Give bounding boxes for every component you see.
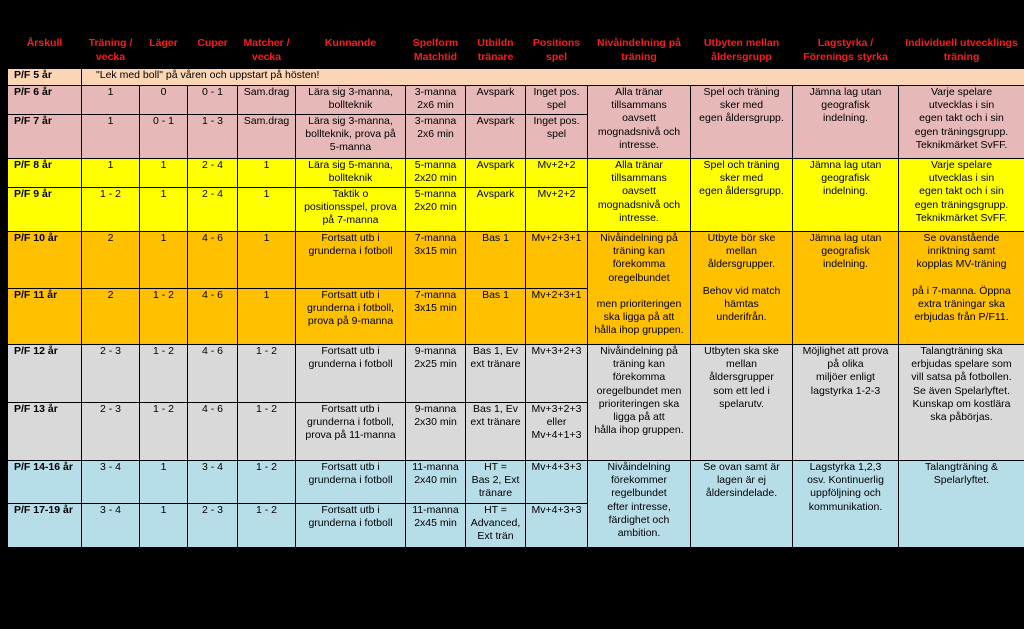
matches-cell: 1: [238, 232, 296, 289]
year-cell: P/F 11 år: [8, 289, 82, 345]
skills-cell: Lära sig 3-manna, bollteknik: [296, 86, 406, 115]
header-exchange: Utbyten mellan åldersgrupp: [691, 34, 793, 69]
individual-cell: Varje spelare utvecklas i sin egen takt och i sin egen träningsgrupp. Teknikmärket SvFF.: [899, 86, 1024, 159]
table-row: [8, 461, 1024, 504]
exchange-cell: Se ovan samt är lagen är ej åldersindelade.: [691, 461, 793, 548]
camp-cell: 1 - 2: [140, 289, 188, 345]
position-cell: Inget pos. spel: [526, 115, 588, 159]
format-cell: 7-manna 3x15 min: [406, 289, 466, 345]
format-cell: 5-manna 2x20 min: [406, 188, 466, 232]
table-row: [8, 345, 1024, 403]
individual-cell: Talangträning & Spelarlyftet.: [899, 461, 1024, 548]
table-row: [8, 232, 1024, 289]
strength-cell: Möjlighet att prova på olika miljöer enligt lagstyrka 1-2-3: [793, 345, 899, 461]
cups-cell: 4 - 6: [188, 232, 238, 289]
exchange-cell: Spel och träning sker med egen åldersgrupp.: [691, 86, 793, 159]
individual-cell: Se ovanstående inriktning samt kopplas MV-träning på i 7-manna. Öppna extra träningar ska erbjudas från P/F11.: [899, 232, 1024, 345]
strength-cell: Jämna lag utan geografisk indelning.: [793, 159, 899, 232]
header-row: [8, 34, 1024, 69]
year-cell: P/F 8 år: [8, 159, 82, 188]
header-position: Positions spel: [526, 34, 588, 69]
strength-cell: Lagstyrka 1,2,3 osv. Kontinuerlig uppföljning och kommunikation.: [793, 461, 899, 548]
year-cell: P/F 10 år: [8, 232, 82, 289]
format-cell: 3-manna 2x6 min: [406, 115, 466, 159]
header-matches: Matcher / vecka: [238, 34, 296, 69]
position-cell: Inget pos. spel: [526, 86, 588, 115]
skills-cell: Fortsatt utb i grunderna i fotboll: [296, 504, 406, 548]
coach-cell: Bas 1: [466, 232, 526, 289]
skills-cell: Fortsatt utb i grunderna i fotboll: [296, 461, 406, 504]
header-level: Nivåindelning på träning: [588, 34, 691, 69]
training-cell: 2 - 3: [82, 403, 140, 461]
training-cell: 2: [82, 289, 140, 345]
exchange-cell: Spel och träning sker med egen åldersgrupp.: [691, 159, 793, 232]
matches-cell: Sam.drag: [238, 86, 296, 115]
header-individual: Individuell utvecklings träning: [899, 34, 1024, 69]
level-cell: Alla tränar tillsammans oavsett mognadsnivå och intresse.: [588, 159, 691, 232]
header-training: Träning / vecka: [82, 34, 140, 69]
camp-cell: 1 - 2: [140, 403, 188, 461]
coach-cell: Bas 1, Ev ext tränare: [466, 345, 526, 403]
player-development-table: [7, 33, 1024, 548]
exchange-cell: Utbyte bör ske mellan åldersgrupper. Behov vid match hämtas underifrån.: [691, 232, 793, 345]
format-cell: 9-manna 2x30 min: [406, 403, 466, 461]
coach-cell: HT = Advanced, Ext trän: [466, 504, 526, 548]
matches-cell: 1 - 2: [238, 345, 296, 403]
header-camp: Läger: [140, 34, 188, 69]
training-cell: 1 - 2: [82, 188, 140, 232]
format-cell: 7-manna 3x15 min: [406, 232, 466, 289]
exchange-cell: Utbyten ska ske mellan åldersgrupper som ett led i spelarutv.: [691, 345, 793, 461]
skills-cell: Fortsatt utb i grunderna i fotboll: [296, 232, 406, 289]
year-cell: P/F 12 år: [8, 345, 82, 403]
cups-cell: 4 - 6: [188, 403, 238, 461]
coach-cell: HT = Bas 2, Ext tränare: [466, 461, 526, 504]
cups-cell: 2 - 3: [188, 504, 238, 548]
training-cell: 1: [82, 115, 140, 159]
matches-cell: 1 - 2: [238, 504, 296, 548]
year-cell: P/F 14-16 år: [8, 461, 82, 504]
matches-cell: 1 - 2: [238, 403, 296, 461]
header-year: Årskull: [8, 34, 82, 69]
training-cell: 2 - 3: [82, 345, 140, 403]
coach-cell: Bas 1, Ev ext tränare: [466, 403, 526, 461]
row-5: [8, 69, 1024, 86]
training-cell: 1: [82, 86, 140, 115]
matches-cell: 1: [238, 159, 296, 188]
strength-cell: Jämna lag utan geografisk indelning.: [793, 232, 899, 345]
position-cell: Mv+2+3+1: [526, 232, 588, 289]
training-cell: 1: [82, 159, 140, 188]
level-cell: Nivåindelning på träning kan förekomma oregelbundet men prioriteringen ska ligga på att hålla ihop gruppen.: [588, 345, 691, 461]
table-row: [8, 159, 1024, 188]
coach-cell: Avspark: [466, 115, 526, 159]
skills-cell: Lära sig 3-manna, bollteknik, prova på 5-manna: [296, 115, 406, 159]
position-cell: Mv+2+3+1: [526, 289, 588, 345]
camp-cell: 1: [140, 461, 188, 504]
cups-cell: 2 - 4: [188, 159, 238, 188]
year-cell: P/F 9 år: [8, 188, 82, 232]
cups-cell: 4 - 6: [188, 345, 238, 403]
level-cell: Nivåindelning förekommer regelbundet efter intresse, färdighet och ambition.: [588, 461, 691, 548]
individual-cell: Varje spelare utvecklas i sin egen takt och i sin egen träningsgrupp. Teknikmärket SvFF.: [899, 159, 1024, 232]
training-cell: 3 - 4: [82, 504, 140, 548]
cups-cell: 0 - 1: [188, 86, 238, 115]
table-row: [8, 86, 1024, 115]
position-cell: Mv+2+2: [526, 188, 588, 232]
matches-cell: 1 - 2: [238, 461, 296, 504]
skills-cell: Fortsatt utb i grunderna i fotboll, prova på 9-manna: [296, 289, 406, 345]
position-cell: Mv+2+2: [526, 159, 588, 188]
cups-cell: 2 - 4: [188, 188, 238, 232]
camp-cell: 1: [140, 232, 188, 289]
strength-cell: Jämna lag utan geografisk indelning.: [793, 86, 899, 159]
row-5-note: "Lek med boll" på våren och uppstart på hösten!: [82, 69, 1024, 86]
camp-cell: 1: [140, 504, 188, 548]
coach-cell: Avspark: [466, 159, 526, 188]
skills-cell: Fortsatt utb i grunderna i fotboll, prova på 11-manna: [296, 403, 406, 461]
position-cell: Mv+4+3+3: [526, 504, 588, 548]
year-cell: P/F 6 år: [8, 86, 82, 115]
format-cell: 11-manna 2x40 min: [406, 461, 466, 504]
year-cell: P/F 5 år: [8, 69, 82, 86]
matches-cell: Sam.drag: [238, 115, 296, 159]
coach-cell: Bas 1: [466, 289, 526, 345]
cups-cell: 4 - 6: [188, 289, 238, 345]
camp-cell: 1: [140, 159, 188, 188]
header-skills: Kunnande: [296, 34, 406, 69]
matches-cell: 1: [238, 289, 296, 345]
training-cell: 3 - 4: [82, 461, 140, 504]
camp-cell: 0 - 1: [140, 115, 188, 159]
skills-cell: Lära sig 5-manna, bollteknik: [296, 159, 406, 188]
level-cell: Nivåindelning på träning kan förekomma oregelbundet men prioriteringen ska ligga på att hålla ihop gruppen.: [588, 232, 691, 345]
matches-cell: 1: [238, 188, 296, 232]
year-cell: P/F 17-19 år: [8, 504, 82, 548]
year-cell: P/F 7 år: [8, 115, 82, 159]
camp-cell: 1: [140, 188, 188, 232]
year-cell: P/F 13 år: [8, 403, 82, 461]
cups-cell: 1 - 3: [188, 115, 238, 159]
position-cell: Mv+3+2+3 eller Mv+4+1+3: [526, 403, 588, 461]
individual-cell: Talangträning ska erbjudas spelare som vill satsa på fotbollen. Se även Spelarlyftet. Kunskap om kostlära ska påbörjas.: [899, 345, 1024, 461]
cups-cell: 3 - 4: [188, 461, 238, 504]
skills-cell: Fortsatt utb i grunderna i fotboll: [296, 345, 406, 403]
level-cell: Alla tränar tillsammans oavsett mognadsnivå och intresse.: [588, 86, 691, 159]
position-cell: Mv+3+2+3: [526, 345, 588, 403]
format-cell: 9-manna 2x25 min: [406, 345, 466, 403]
coach-cell: Avspark: [466, 188, 526, 232]
position-cell: Mv+4+3+3: [526, 461, 588, 504]
header-cups: Cuper: [188, 34, 238, 69]
coach-cell: Avspark: [466, 86, 526, 115]
format-cell: 5-manna 2x20 min: [406, 159, 466, 188]
development-plan: [7, 33, 1024, 548]
format-cell: 3-manna 2x6 min: [406, 86, 466, 115]
header-format: Spelform Matchtid: [406, 34, 466, 69]
header-strength: Lagstyrka / Förenings styrka: [793, 34, 899, 69]
camp-cell: 1 - 2: [140, 345, 188, 403]
camp-cell: 0: [140, 86, 188, 115]
format-cell: 11-manna 2x45 min: [406, 504, 466, 548]
header-coach: Utbildn tränare: [466, 34, 526, 69]
training-cell: 2: [82, 232, 140, 289]
skills-cell: Taktik o positionsspel, prova på 7-manna: [296, 188, 406, 232]
